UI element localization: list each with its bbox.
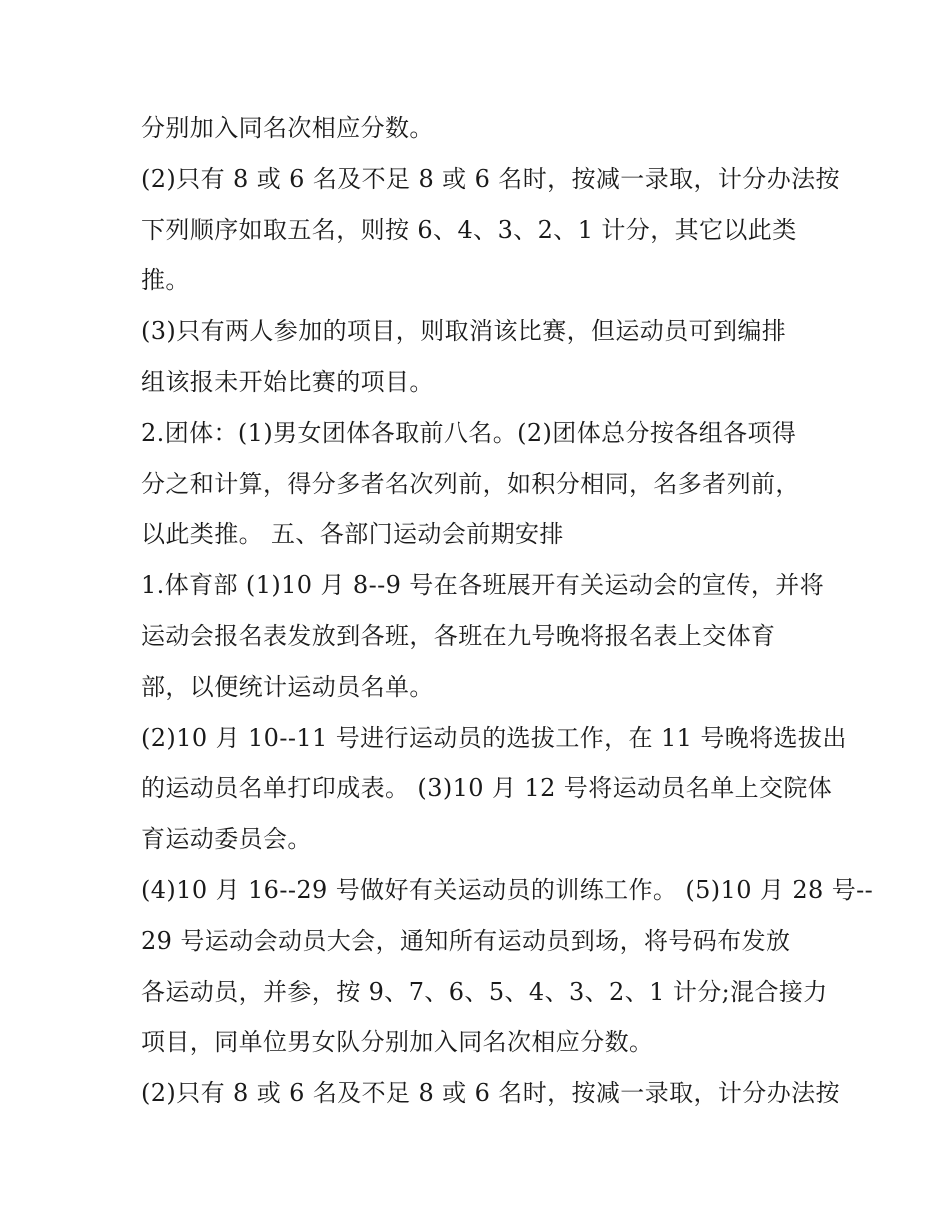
document-body	[141, 103, 874, 1119]
text-line: 的运动员名单打印成表。 (3)10 月 12 号将运动员名单上交院体	[141, 774, 833, 803]
text-line: (2)只有 8 或 6 名及不足 8 或 6 名时，按减一录取，计分办法按	[141, 164, 840, 193]
text-line: (4)10 月 16--29 号做好有关运动员的训练工作。 (5)10 月 28 号--	[141, 875, 874, 904]
text-line: 分别加入同名次相应分数。	[141, 114, 434, 142]
text-line: 以此类推。 五、各部门运动会前期安排	[141, 520, 564, 549]
text-line: 项目，同单位男女队分别加入同名次相应分数。	[141, 1028, 654, 1057]
text-line: 29 号运动会动员大会，通知所有运动员到场，将号码布发放	[141, 926, 791, 955]
text-line: 运动会报名表发放到各班，各班在九号晚将报名表上交体育	[141, 621, 776, 650]
text-line: 2.团体：(1)男女团体各取前八名。(2)团体总分按各组各项得	[141, 418, 797, 447]
text-line: 组该报未开始比赛的项目。	[141, 367, 434, 396]
text-line: 各运动员，并参，按 9、7、6、5、4、3、2、1 计分;混合接力	[141, 977, 828, 1006]
text-line: 育运动委员会。	[141, 825, 312, 854]
text-line: (2)10 月 10--11 号进行运动员的选拔工作，在 11 号晚将选拔出	[141, 723, 847, 752]
text-line: 推。	[141, 266, 190, 295]
text-line: (3)只有两人参加的项目，则取消该比赛，但运动员可到编排	[141, 317, 787, 346]
text-line: 下列顺序如取五名，则按 6、4、3、2、1 计分，其它以此类	[141, 215, 797, 244]
text-line: 部，以便统计运动员名单。	[141, 672, 434, 701]
text-line: (2)只有 8 或 6 名及不足 8 或 6 名时，按减一录取，计分办法按	[141, 1079, 840, 1108]
text-line: 分之和计算，得分多者名次列前，如积分相同，名多者列前，	[141, 469, 800, 498]
text-line: 1.体育部 (1)10 月 8--9 号在各班展开有关运动会的宣传，并将	[141, 571, 825, 600]
